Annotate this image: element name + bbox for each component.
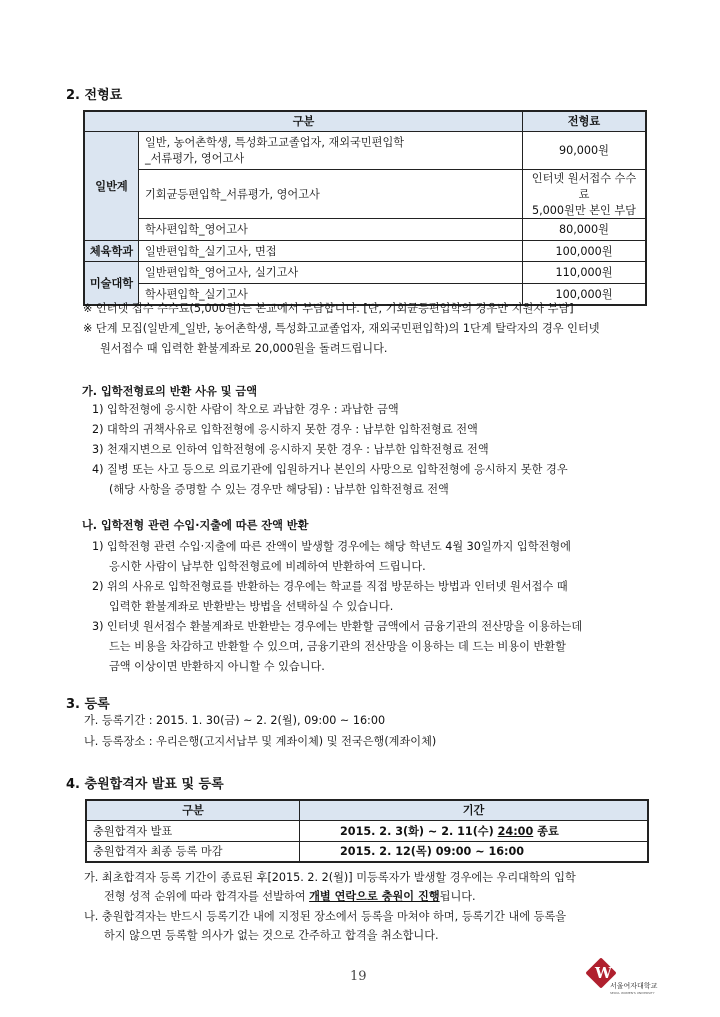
fee-cell: 100,000원 [523,240,647,261]
desc-cell: 기회균등편입학_서류평가, 영어고사 [139,169,523,218]
fee-cell: 90,000원 [523,131,647,169]
fee-cell: 100,000원 [523,283,647,305]
desc-cell: 학사편입학_실기고사 [139,283,523,305]
note-line: 원서접수 때 입력한 환불계좌로 20,000원을 돌려드립니다. [100,342,388,355]
list-item: 3) 인터넷 원서접수 환불계좌로 반환받는 경우에는 반환할 금액에서 금융기관의 전산망을 이용하는데 [92,620,583,633]
period-cell: 2015. 2. 3(화) ~ 2. 11(수) 24:00 종료 [300,820,649,841]
list-item: 2) 대학의 귀책사유로 입학전형에 응시하지 못한 경우 : 납부한 입학전형료 전액 [92,423,478,436]
section-title-additional-admission: 4. 충원합격자 발표 및 등록 [66,777,224,792]
logo-subtext: SEOUL WOMEN'S UNIVERSITY [610,991,655,995]
list-item: 입력한 환불계좌로 반환받는 방법을 선택하실 수 있습니다. [109,600,394,613]
fee-cell: 인터넷 원서접수 수수료 5,000원만 본인 부담 [523,169,647,218]
note-line: 나. 충원합격자는 반드시 등록기간 내에 지정된 장소에서 등록을 마쳐야 하며, 등록기간 내에 등록을 [84,910,567,923]
additional-admission-table [85,799,649,863]
header-period: 기간 [300,800,649,820]
header-fee: 전형료 [523,111,647,131]
table-header-row [84,111,646,131]
header-category: 구분 [86,800,300,820]
section-title-fees: 2. 전형료 [66,88,123,103]
table-row [84,240,646,261]
emphasis-text: 개별 연락으로 충원이 진행 [309,890,440,903]
list-item: 금액 이상이면 반환하지 아니할 수 있습니다. [109,660,325,673]
desc-cell: 학사편입학_영어고사 [139,218,523,240]
note-line: 전형 성적 순위에 따라 합격자를 선발하여 개별 연락으로 충원이 진행됩니다. [104,890,476,903]
note-line: ※ 인터넷 접수 수수료(5,000원)는 본교에서 부담합니다. [단, 기회균등편입학의 경우만 지원자 부담] [83,302,574,315]
list-item: 드는 비용을 차감하고 반환할 수 있으며, 금융기관의 전산망을 이용하는 데 드는 비용이 반환할 [109,640,566,653]
logo-letter: W [595,964,612,982]
period-cell: 2015. 2. 12(목) 09:00 ~ 16:00 [300,841,649,862]
list-item: 2) 위의 사유로 입학전형료를 반환하는 경우에는 학교를 직접 방문하는 방법과 인터넷 원서접수 때 [92,580,568,593]
desc-cell: 일반, 농어촌학생, 특성화고교졸업자, 재외국민편입학 _서류평가, 영어고사 [139,131,523,169]
category-cell: 미술대학 [84,261,139,305]
table-row [84,169,646,218]
desc-cell: 일반편입학_영어고사, 실기고사 [139,261,523,283]
subsection-title-refund-reasons: 가. 입학전형료의 반환 사유 및 금액 [82,385,258,398]
table-row [84,261,646,283]
list-item: (해당 사항을 증명할 수 있는 경우만 해당됨) : 납부한 입학전형료 전액 [109,483,449,496]
table-row [86,820,648,841]
list-item: 4) 질병 또는 사고 등으로 의료기관에 입원하거나 본인의 사망으로 입학전형에 응시하지 못한 경우 [92,463,568,476]
fee-cell: 110,000원 [523,261,647,283]
label-cell: 충원합격자 발표 [86,820,300,841]
section-title-registration: 3. 등록 [66,697,110,712]
table-row [84,131,646,169]
label-cell: 충원합격자 최종 등록 마감 [86,841,300,862]
subsection-title-balance-refund: 나. 입학전형 관련 수입·지출에 따른 잔액 반환 [82,519,309,532]
list-item: 3) 천재지변으로 인하여 입학전형에 응시하지 못한 경우 : 납부한 입학전형료 전액 [92,443,489,456]
category-cell: 일반계 [84,131,139,240]
university-logo [588,960,678,1000]
table-header-row [86,800,648,820]
fee-cell: 80,000원 [523,218,647,240]
list-item: 응시한 사람이 납부한 입학전형료에 비례하여 반환하여 드립니다. [109,560,426,573]
list-item: 1) 입학전형 관련 수입·지출에 따른 잔액이 발생할 경우에는 해당 학년도 4월 30일까지 입학전형에 [92,540,571,553]
note-line: ※ 단계 모집(일반계_일반, 농어촌학생, 특성화고교졸업자, 재외국민편입학)의 1단계 탈락자의 경우 인터넷 [83,322,600,335]
list-item: 가. 등록기간 : 2015. 1. 30(금) ~ 2. 2(월), 09:00 ~ 16:00 [84,714,386,727]
logo-text: 서울여자대학교 [610,982,658,990]
desc-cell: 일반편입학_실기고사, 면접 [139,240,523,261]
note-line: 하지 않으면 등록할 의사가 없는 것으로 간주하고 합격을 취소합니다. [104,929,439,942]
header-category: 구분 [84,111,523,131]
table-row [86,841,648,862]
list-item: 나. 등록장소 : 우리은행(고지서납부 및 계좌이체) 및 전국은행(계좌이체) [84,735,437,748]
list-item: 1) 입학전형에 응시한 사람이 착오로 과납한 경우 : 과납한 금액 [92,403,399,416]
category-cell: 체육학과 [84,240,139,261]
fee-table [83,110,647,306]
page-number: 19 [350,969,367,984]
table-row [84,218,646,240]
note-line: 가. 최초합격자 등록 기간이 종료된 후[2015. 2. 2(월)] 미등록자가 발생할 경우에는 우리대학의 입학 [84,871,576,884]
